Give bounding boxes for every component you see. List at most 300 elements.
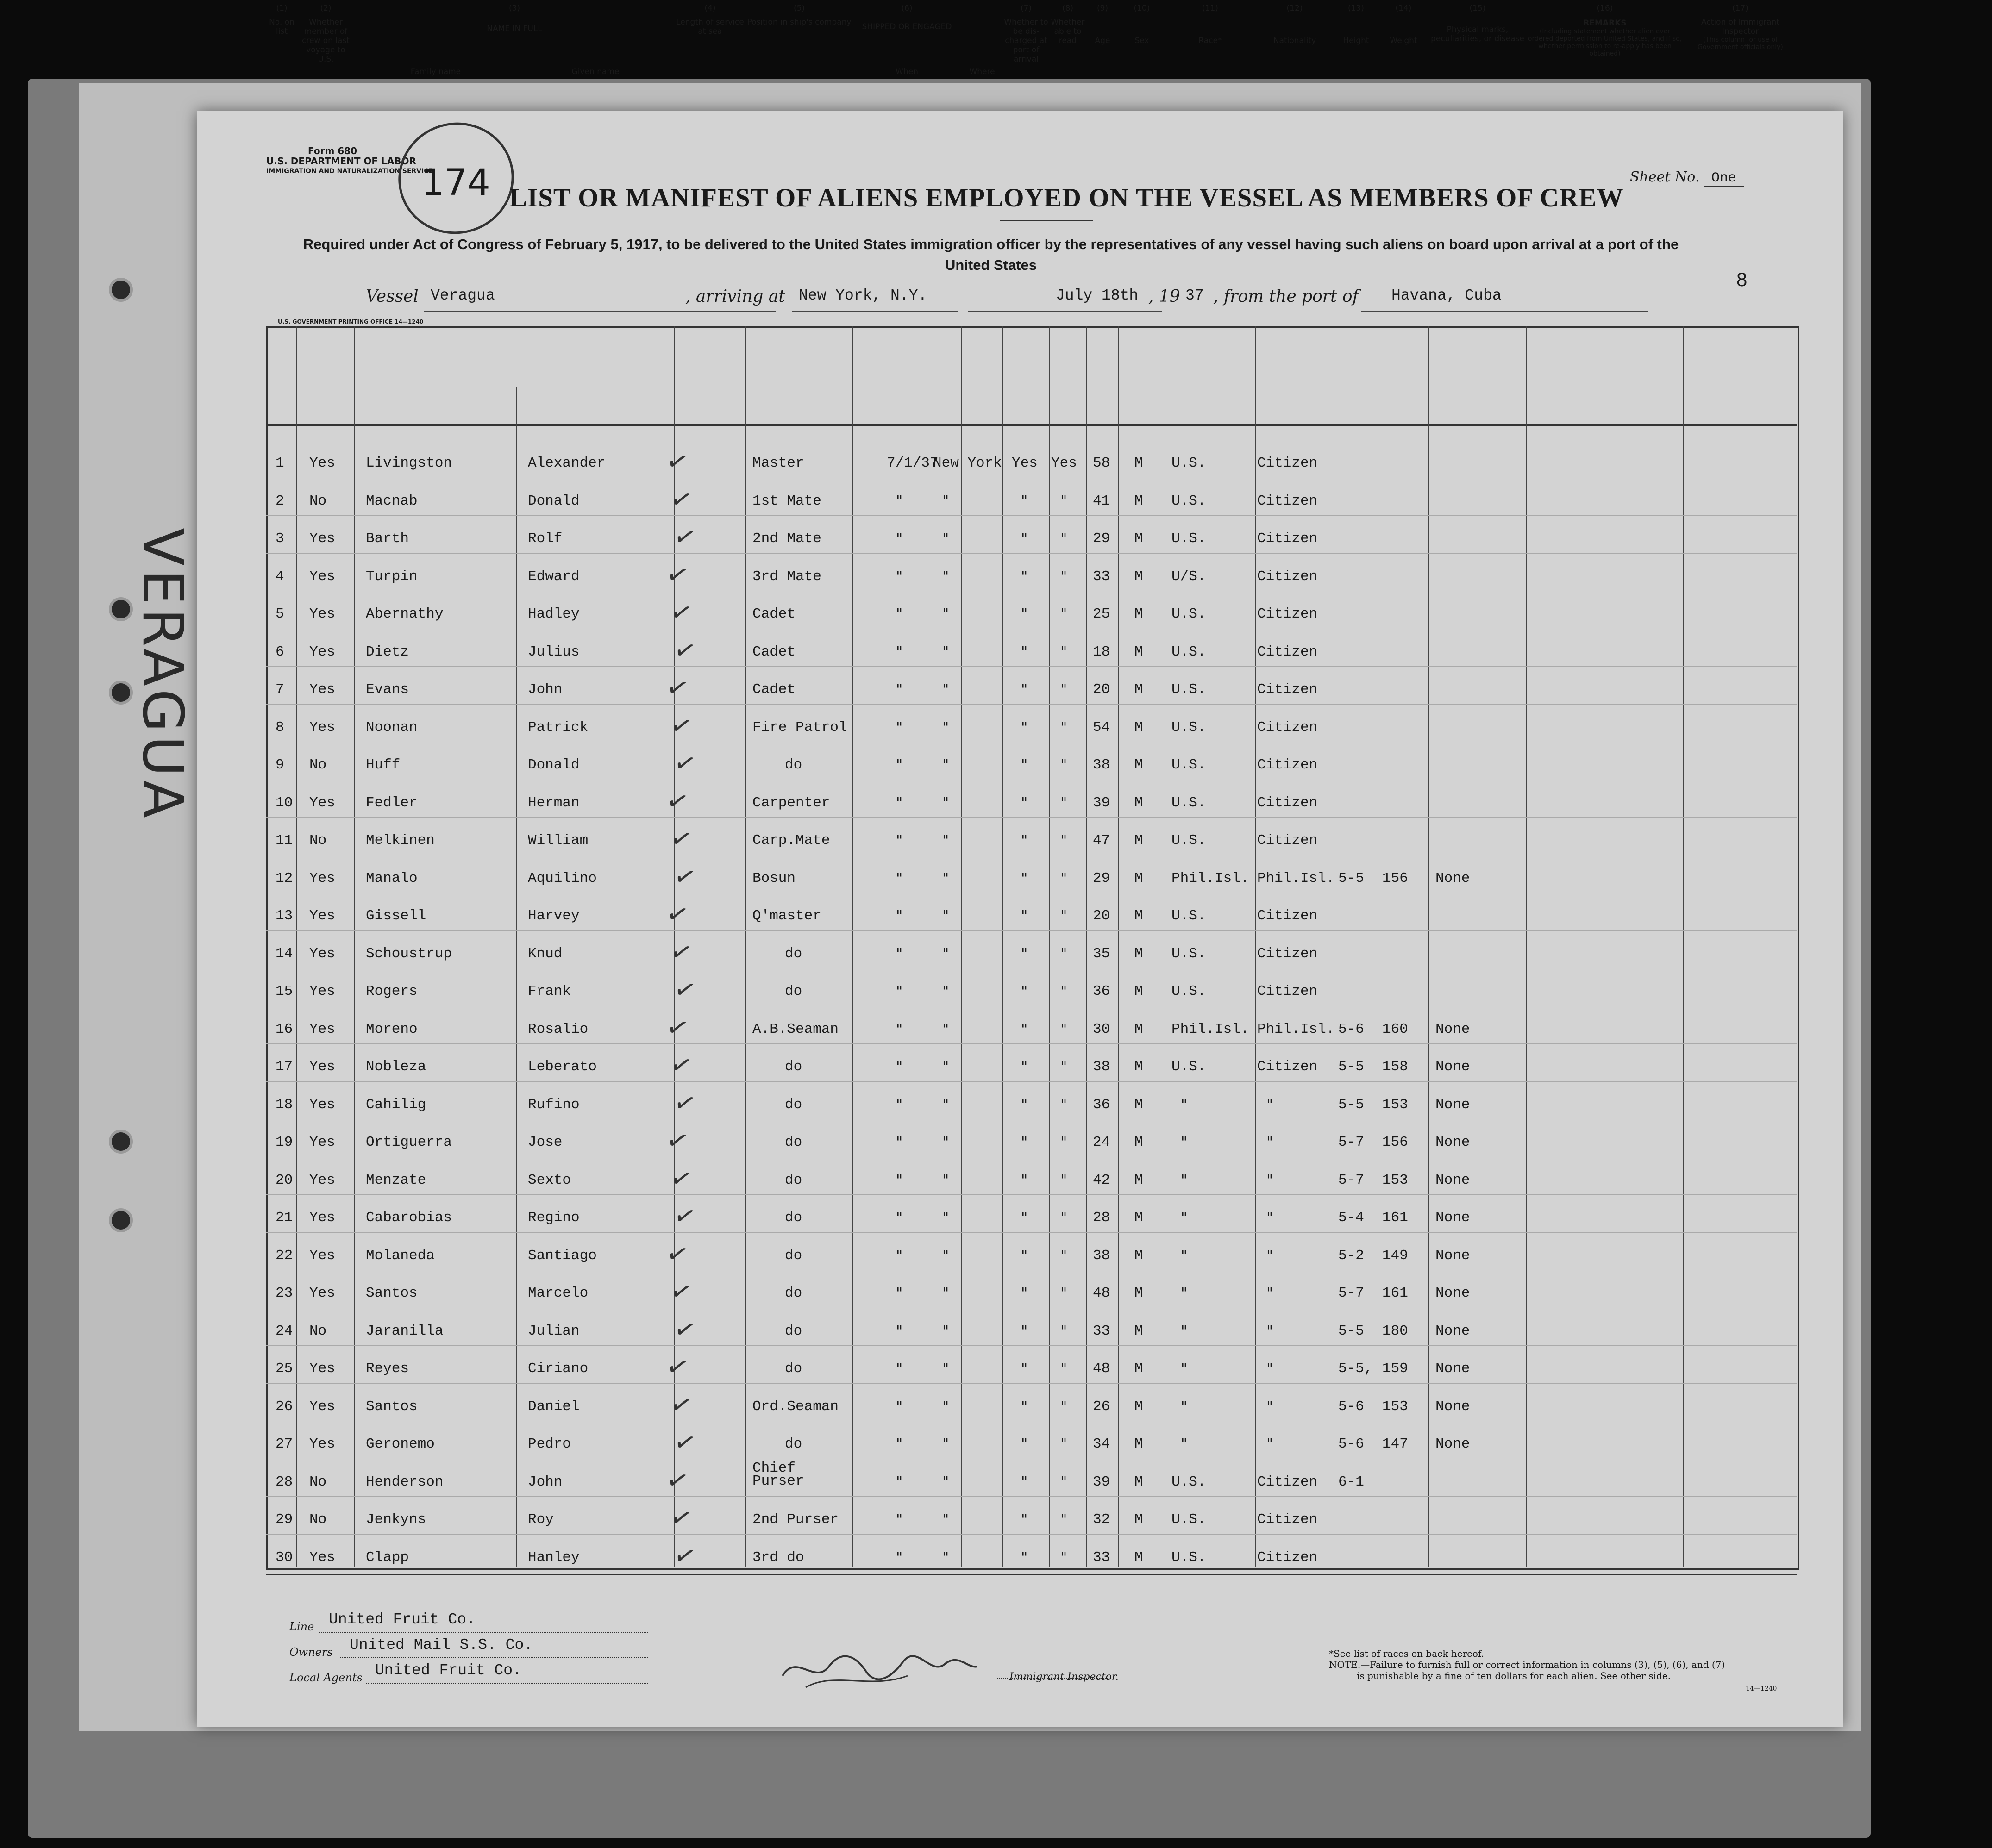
position-cell: Bosun <box>752 870 796 887</box>
race-cell: U.S. <box>1171 719 1206 736</box>
row-rule <box>266 1496 1797 1497</box>
given-name-cell: Hadley <box>528 606 580 622</box>
able-to-read-cell: " <box>1060 945 1067 962</box>
race-cell: " <box>1181 1285 1188 1302</box>
position-cell: 2nd Mate <box>752 531 821 547</box>
col-header-length-service: (4) Length of service at sea <box>676 4 744 36</box>
age-cell: 29 <box>1093 531 1110 547</box>
row-rule <box>266 1534 1797 1535</box>
age-cell: 24 <box>1093 1134 1110 1150</box>
physical-marks-cell: None <box>1435 1059 1470 1075</box>
year-suffix: 37 <box>1185 287 1204 304</box>
age-cell: 38 <box>1093 1247 1110 1264</box>
sex-cell: M <box>1134 1134 1143 1150</box>
service-checkmark-icon: ✓ <box>663 557 692 593</box>
table-row <box>266 1126 1797 1163</box>
shipped-when-cell: " <box>896 493 903 510</box>
race-cell: U.S. <box>1171 643 1206 660</box>
family-name-cell: Manalo <box>366 870 418 887</box>
family-name-cell: Henderson <box>366 1473 444 1490</box>
position-cell: do <box>785 1210 802 1226</box>
table-row <box>266 1088 1797 1125</box>
age-cell: 33 <box>1093 1549 1110 1566</box>
shipped-when-cell: " <box>896 945 903 962</box>
last-voyage-cell: No <box>309 832 327 849</box>
row-number: 24 <box>276 1323 293 1339</box>
sex-cell: M <box>1134 719 1143 736</box>
col-header-no: (1) No. on list <box>269 4 294 36</box>
physical-marks-cell: None <box>1435 1285 1470 1301</box>
table-row <box>266 1387 1797 1427</box>
shipped-when-cell: " <box>896 1511 903 1528</box>
last-voyage-cell: Yes <box>309 1096 335 1113</box>
nationality-cell: " <box>1266 1247 1273 1264</box>
race-cell: U.S. <box>1171 983 1206 999</box>
family-name-cell: Huff <box>366 757 401 773</box>
table-row <box>266 522 1797 559</box>
col-header-when: When <box>896 67 918 76</box>
discharged-cell: " <box>1021 606 1028 623</box>
race-cell: " <box>1181 1210 1188 1226</box>
position-cell: 2nd Purser <box>752 1511 839 1528</box>
service-checkmark-icon: ✓ <box>667 935 696 970</box>
last-voyage-cell: No <box>309 493 327 509</box>
shipped-where-cell: " <box>942 1247 949 1264</box>
last-voyage-cell: Yes <box>309 643 335 660</box>
service-checkmark-icon: ✓ <box>667 822 696 856</box>
row-number: 17 <box>276 1059 293 1075</box>
last-voyage-cell: Yes <box>309 1436 335 1452</box>
vessel-name-stamp: VERAGUA <box>130 528 194 822</box>
col-header-age: (9) Age <box>1095 4 1110 45</box>
last-voyage-cell: Yes <box>309 1021 335 1037</box>
arriving-value: New York, N.Y. <box>799 287 927 304</box>
given-name-cell: Marcelo <box>528 1285 589 1301</box>
weight-cell: 153 <box>1382 1398 1408 1415</box>
last-voyage-cell: Yes <box>309 568 335 585</box>
row-number: 7 <box>276 681 284 698</box>
weight-cell: 161 <box>1382 1210 1408 1226</box>
age-cell: 47 <box>1093 832 1110 849</box>
last-voyage-cell: No <box>309 757 327 773</box>
shipped-where-cell: " <box>942 870 949 887</box>
race-cell: " <box>1181 1172 1188 1189</box>
position-cell: do <box>785 1172 802 1188</box>
row-number: 11 <box>276 832 293 849</box>
able-to-read-cell: " <box>1060 1134 1067 1151</box>
shipped-where-cell: " <box>942 1134 949 1151</box>
col-header-race: (11) Race* <box>1198 4 1222 45</box>
arriving-label: , arriving at <box>685 287 785 306</box>
weight-cell: 153 <box>1382 1172 1408 1188</box>
discharged-cell: " <box>1021 1285 1028 1302</box>
age-cell: 48 <box>1093 1285 1110 1301</box>
family-name-cell: Menzate <box>366 1172 426 1188</box>
table-header <box>266 326 1797 426</box>
height-cell: 5-4 <box>1338 1210 1364 1226</box>
age-cell: 20 <box>1093 908 1110 924</box>
race-cell: " <box>1181 1323 1188 1340</box>
family-name-cell: Santos <box>366 1285 418 1301</box>
last-voyage-cell: Yes <box>309 1210 335 1226</box>
nationality-cell: Citizen <box>1257 832 1318 849</box>
last-voyage-cell: Yes <box>309 1059 335 1075</box>
binder-hole <box>109 278 133 302</box>
sex-cell: M <box>1134 1096 1143 1113</box>
page-number: 8 <box>1736 268 1748 290</box>
shipped-when-cell: " <box>896 1398 903 1415</box>
race-cell: U.S. <box>1171 832 1206 849</box>
sex-cell: M <box>1134 1361 1143 1377</box>
physical-marks-cell: None <box>1435 1247 1470 1264</box>
table-row <box>266 899 1797 936</box>
service-checkmark-icon: ✓ <box>670 1425 700 1460</box>
able-to-read-cell: " <box>1060 1361 1067 1377</box>
age-cell: 34 <box>1093 1436 1110 1452</box>
able-to-read-cell: " <box>1060 1511 1067 1528</box>
family-name-cell: Schoustrup <box>366 945 452 962</box>
shipped-where-cell: " <box>942 832 949 849</box>
age-cell: 39 <box>1093 794 1110 811</box>
given-name-cell: Daniel <box>528 1398 580 1415</box>
nationality-cell: " <box>1266 1361 1273 1377</box>
row-rule <box>266 817 1797 818</box>
given-name-cell: Rosalio <box>528 1021 589 1037</box>
sex-cell: M <box>1134 1436 1143 1452</box>
row-number: 13 <box>276 908 293 924</box>
col-header-shipped: (6) SHIPPED OR ENGAGED <box>862 4 952 31</box>
row-rule <box>266 515 1797 516</box>
discharged-cell: " <box>1021 1247 1028 1264</box>
family-name-cell: Barth <box>366 531 409 547</box>
family-name-cell: Moreno <box>366 1021 418 1037</box>
row-number: 8 <box>276 719 284 736</box>
last-voyage-cell: Yes <box>309 794 335 811</box>
position-cell: 3rd Mate <box>752 568 821 585</box>
race-cell: U.S. <box>1171 493 1206 509</box>
last-voyage-cell: Yes <box>309 719 335 736</box>
arriving-underline <box>792 311 958 312</box>
table-row <box>266 1460 1797 1503</box>
col-header-read: (8) Whether able to read <box>1051 4 1085 45</box>
sex-cell: M <box>1134 794 1143 811</box>
table-row <box>266 1503 1797 1540</box>
sex-cell: M <box>1134 493 1143 509</box>
binder-hole <box>109 681 133 705</box>
form-code: 14—1240 <box>1746 1685 1777 1692</box>
sex-cell: M <box>1134 681 1143 698</box>
discharged-cell: " <box>1021 983 1028 1000</box>
able-to-read-cell: " <box>1060 983 1067 1000</box>
given-name-cell: Leberato <box>528 1059 597 1075</box>
from-port-value: Havana, Cuba <box>1391 287 1502 304</box>
physical-marks-cell: None <box>1435 1398 1470 1415</box>
family-name-cell: Dietz <box>366 643 409 660</box>
race-cell: U.S. <box>1171 681 1206 698</box>
table-row <box>266 784 1797 824</box>
col-header-last-voyage: (2) Whether member of crew on last voyage to U.S. <box>302 4 350 64</box>
shipped-where-cell: " <box>942 1398 949 1415</box>
position-cell: do <box>785 1096 802 1113</box>
position-cell: Cadet <box>752 681 796 698</box>
col-header-nationality: (12) Nationality <box>1273 4 1316 45</box>
service-checkmark-icon: ✓ <box>670 859 700 894</box>
col-header-remarks: (16) REMARKS (Including statement whether alien ever ordered deported from United States, and if so, whether permission to re-apply has been obtained) <box>1528 4 1682 57</box>
last-voyage-cell: Yes <box>309 1285 335 1301</box>
last-voyage-cell: No <box>309 1511 327 1528</box>
given-name-cell: Knud <box>528 945 563 962</box>
page-title: LIST OR MANIFEST OF ALIENS EMPLOYED ON THE VESSEL AS MEMBERS OF CREW <box>509 183 1624 212</box>
discharged-cell: Yes <box>1012 455 1038 471</box>
row-number: 21 <box>276 1210 293 1226</box>
last-voyage-cell: Yes <box>309 455 335 471</box>
sex-cell: M <box>1134 832 1143 849</box>
vessel-label: Vessel <box>366 287 419 306</box>
weight-cell: 156 <box>1382 870 1408 887</box>
height-cell: 5-6 <box>1338 1398 1364 1415</box>
sex-cell: M <box>1134 1473 1143 1490</box>
discharged-cell: " <box>1021 757 1028 774</box>
shipped-when-cell: " <box>896 643 903 661</box>
discharged-cell: " <box>1021 1134 1028 1151</box>
shipped-where-cell: " <box>942 606 949 623</box>
nationality-cell: " <box>1266 1398 1273 1415</box>
able-to-read-cell: " <box>1060 531 1067 547</box>
table-row <box>266 673 1797 710</box>
weight-cell: 156 <box>1382 1134 1408 1150</box>
discharged-cell: " <box>1021 1323 1028 1340</box>
row-number: 20 <box>276 1172 293 1188</box>
race-cell: U.S. <box>1171 757 1206 773</box>
given-name-cell: Sexto <box>528 1172 571 1188</box>
table-row <box>266 633 1797 673</box>
position-cell: A.B.Seaman <box>752 1021 839 1037</box>
position-cell: Ord.Seaman <box>752 1398 839 1415</box>
age-cell: 28 <box>1093 1210 1110 1226</box>
sex-cell: M <box>1134 1210 1143 1226</box>
position-cell: 1st Mate <box>752 493 821 509</box>
last-voyage-cell: Yes <box>309 1172 335 1188</box>
nationality-cell: Citizen <box>1257 643 1318 660</box>
nationality-cell: Citizen <box>1257 1473 1318 1490</box>
table-row <box>266 1050 1797 1087</box>
table-row <box>266 595 1797 635</box>
age-cell: 29 <box>1093 870 1110 887</box>
age-cell: 18 <box>1093 643 1110 660</box>
binder-hole <box>109 1208 133 1232</box>
voyage-info <box>366 287 1662 315</box>
able-to-read-cell: " <box>1060 908 1067 924</box>
given-name-cell: Jose <box>528 1134 563 1150</box>
shipped-where-cell: New York <box>933 455 1002 471</box>
given-name-cell: Ciriano <box>528 1361 589 1377</box>
shipped-where-cell: " <box>942 1096 949 1113</box>
page-subtitle: Required under Act of Congress of February 5, 1917, to be delivered to the United States immigration officer by the representatives of any vessel having such aliens on board upon arrival at a port of the United States <box>303 236 1679 273</box>
race-cell: Phil.Isl. <box>1171 870 1249 887</box>
shipped-where-cell: " <box>942 493 949 510</box>
shipped-where-cell: " <box>942 643 949 661</box>
nationality-cell: " <box>1266 1134 1273 1151</box>
shipped-when-cell: " <box>896 1247 903 1264</box>
discharged-cell: " <box>1021 1172 1028 1189</box>
given-name-cell: Frank <box>528 983 571 999</box>
shipped-when-cell: " <box>896 719 903 736</box>
able-to-read-cell: " <box>1060 1285 1067 1302</box>
col-header-family-name: Family name <box>410 67 461 76</box>
handwritten-number: 174 <box>421 162 490 204</box>
table-row <box>266 444 1797 484</box>
service-checkmark-icon: ✓ <box>663 897 692 932</box>
shipped-where-cell: " <box>942 1549 949 1566</box>
row-number: 30 <box>276 1549 293 1566</box>
weight-cell: 149 <box>1382 1247 1408 1264</box>
table-row <box>266 1538 1797 1578</box>
owners-label: Owners <box>289 1646 333 1659</box>
able-to-read-cell: " <box>1060 1473 1067 1491</box>
agents-value: United Fruit Co. <box>375 1662 522 1679</box>
sex-cell: M <box>1134 531 1143 547</box>
col-header-height: (13) Height <box>1343 4 1369 45</box>
height-cell: 5-5 <box>1338 870 1364 887</box>
discharged-cell: " <box>1021 1436 1028 1453</box>
physical-marks-cell: None <box>1435 870 1470 887</box>
sex-cell: M <box>1134 606 1143 622</box>
able-to-read-cell: " <box>1060 1436 1067 1453</box>
given-name-cell: Rolf <box>528 531 563 547</box>
height-cell: 5-2 <box>1338 1247 1364 1264</box>
service-checkmark-icon: ✓ <box>667 1048 696 1083</box>
row-number: 23 <box>276 1285 293 1301</box>
given-name-cell: John <box>528 681 563 698</box>
family-name-cell: Jenkyns <box>366 1511 426 1528</box>
shipped-where-cell: " <box>942 757 949 774</box>
height-cell: 5-7 <box>1338 1285 1364 1301</box>
race-cell: U.S. <box>1171 1473 1206 1490</box>
shipped-when-cell: " <box>896 757 903 774</box>
able-to-read-cell: " <box>1060 1210 1067 1226</box>
discharged-cell: " <box>1021 1021 1028 1038</box>
discharged-cell: " <box>1021 1473 1028 1491</box>
row-number: 3 <box>276 531 284 547</box>
family-name-cell: Livingston <box>366 455 452 471</box>
weight-cell: 158 <box>1382 1059 1408 1075</box>
sex-cell: M <box>1134 1172 1143 1188</box>
shipped-when-cell: " <box>896 606 903 623</box>
sex-cell: M <box>1134 643 1143 660</box>
service-checkmark-icon: ✓ <box>667 482 696 517</box>
race-cell: " <box>1181 1436 1188 1453</box>
position-cell: Q'master <box>752 908 821 924</box>
row-number: 14 <box>276 945 293 962</box>
line-label: Line <box>289 1620 314 1633</box>
able-to-read-cell: " <box>1060 1398 1067 1415</box>
able-to-read-cell: " <box>1060 681 1067 698</box>
race-cell: " <box>1181 1096 1188 1113</box>
position-cell: Master <box>752 455 804 471</box>
last-voyage-cell: Yes <box>309 1398 335 1415</box>
shipped-where-cell: " <box>942 1021 949 1038</box>
table-row <box>266 1010 1797 1050</box>
able-to-read-cell: " <box>1060 832 1067 849</box>
row-number: 15 <box>276 983 293 999</box>
service-checkmark-icon: ✓ <box>670 1199 700 1234</box>
physical-marks-cell: None <box>1435 1172 1470 1188</box>
given-name-cell: Herman <box>528 794 580 811</box>
col-header-name: (3) NAME IN FULL <box>487 4 542 33</box>
physical-marks-cell: None <box>1435 1096 1470 1113</box>
race-cell: " <box>1181 1398 1188 1415</box>
given-name-cell: John <box>528 1473 563 1490</box>
given-name-cell: Aquilino <box>528 870 597 887</box>
penalty-note: NOTE.—Failure to furnish full or correct information in columns (3), (5), (6), and (7) <box>1329 1659 1725 1670</box>
sex-cell: M <box>1134 1549 1143 1566</box>
shipped-where-cell: " <box>942 1059 949 1075</box>
race-cell: " <box>1181 1361 1188 1377</box>
shipped-when-cell: 7/1/37 <box>887 455 939 471</box>
age-cell: 30 <box>1093 1021 1110 1037</box>
table-row <box>266 557 1797 597</box>
position-cell: do <box>785 1247 802 1264</box>
race-cell: U.S. <box>1171 531 1206 547</box>
discharged-cell: " <box>1021 1096 1028 1113</box>
shipped-where-cell: " <box>942 531 949 547</box>
row-rule <box>266 553 1797 554</box>
service-checkmark-icon: ✓ <box>670 520 700 555</box>
row-number: 5 <box>276 606 284 622</box>
age-cell: 42 <box>1093 1172 1110 1188</box>
age-cell: 36 <box>1093 1096 1110 1113</box>
last-voyage-cell: Yes <box>309 908 335 924</box>
col-header-given-name: Given name <box>571 67 620 76</box>
discharged-cell: " <box>1021 945 1028 962</box>
arrival-date: July 18th <box>1056 287 1139 304</box>
shipped-when-cell: " <box>896 1134 903 1151</box>
row-number: 25 <box>276 1361 293 1377</box>
sex-cell: M <box>1134 1511 1143 1528</box>
last-voyage-cell: Yes <box>309 531 335 547</box>
shipped-where-cell: " <box>942 719 949 736</box>
table-row <box>266 1236 1797 1276</box>
form-department: U.S. DEPARTMENT OF LABOR <box>266 156 416 167</box>
position-cell: Fire Patrol <box>752 719 847 736</box>
service-checkmark-icon: ✓ <box>667 1501 696 1536</box>
sheet-number <box>1630 169 1744 186</box>
nationality-cell: " <box>1266 1172 1273 1189</box>
sex-cell: M <box>1134 568 1143 585</box>
shipped-where-cell: " <box>942 1210 949 1226</box>
shipped-when-cell: " <box>896 1285 903 1302</box>
position-cell: Cadet <box>752 643 796 660</box>
row-number: 12 <box>276 870 293 887</box>
family-name-cell: Rogers <box>366 983 418 999</box>
nationality-cell: Citizen <box>1257 1549 1318 1566</box>
row-number: 28 <box>276 1473 293 1490</box>
height-cell: 5-5 <box>1338 1059 1364 1075</box>
able-to-read-cell: " <box>1060 870 1067 887</box>
shipped-when-cell: " <box>896 1436 903 1453</box>
form-service: IMMIGRATION AND NATURALIZATION SERVICE <box>266 168 433 175</box>
table-row <box>266 824 1797 861</box>
position-cell: do <box>785 1059 802 1075</box>
family-name-cell: Molaneda <box>366 1247 435 1264</box>
service-checkmark-icon: ✓ <box>667 708 696 743</box>
position-cell: do <box>785 1436 802 1452</box>
service-checkmark-icon: ✓ <box>670 973 700 1007</box>
family-name-cell: Melkinen <box>366 832 435 849</box>
height-cell: 5-5 <box>1338 1096 1364 1113</box>
shipped-when-cell: " <box>896 1172 903 1189</box>
position-cell: do <box>785 945 802 962</box>
